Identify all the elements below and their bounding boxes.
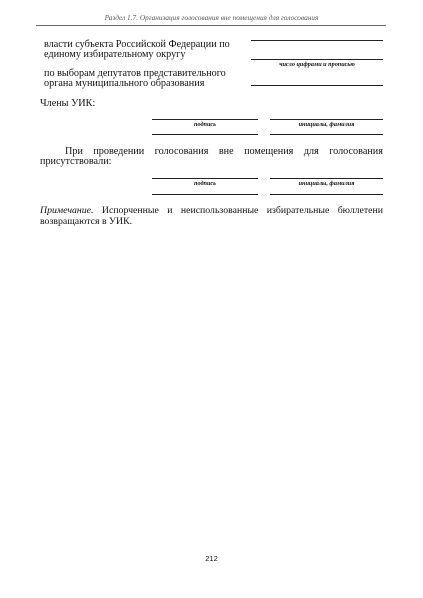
initials-caption-1: инициалы, фамилия (298, 121, 355, 128)
text-line-1: власти субъекта Российской Федерации по (44, 39, 230, 50)
initials-line-1 (270, 119, 383, 120)
members-label: Члены УИК: (40, 98, 96, 109)
text-line-3: по выборам депутатов представительного (44, 68, 226, 79)
signature-line-1 (152, 119, 258, 120)
text-line-2: единому избирательному округу (44, 49, 186, 60)
number-caption: число цифрами и прописью (279, 61, 355, 68)
initials-line-2 (270, 134, 383, 135)
signature-caption-3: подпись (194, 180, 216, 187)
header-rule (36, 25, 386, 26)
word: проведении (93, 146, 145, 157)
initials-line-4 (270, 194, 383, 195)
note-label: Примечание. (40, 205, 94, 216)
signature-caption-1: подпись (194, 121, 216, 128)
blank-line-number (251, 59, 383, 60)
note-text: Испорченные и неиспользованные избирательные бюллетени возвращаются в УИК. (40, 205, 383, 228)
word: вне (218, 146, 234, 157)
note-paragraph (40, 205, 383, 227)
text-line-4: органа муниципального образования (44, 78, 205, 89)
running-header: Раздел 1.7. Организация голосования вне помещения для голосования (104, 14, 319, 22)
signature-line-4 (152, 194, 258, 195)
initials-caption-3: инициалы, фамилия (298, 180, 355, 187)
word: голосования (329, 146, 383, 157)
blank-line-top (251, 40, 383, 41)
signature-line-3 (152, 178, 258, 179)
word: для (303, 146, 319, 157)
signature-line-2 (152, 134, 258, 135)
word: голосования (154, 146, 209, 157)
word: При (65, 146, 83, 157)
present-paragraph-line-1 (65, 146, 383, 157)
blank-line-bottom (251, 85, 383, 86)
initials-line-3 (270, 178, 383, 179)
present-paragraph-line-2: присутствовали: (40, 156, 112, 167)
word: помещения (244, 146, 294, 157)
page-number: 212 (205, 554, 218, 563)
